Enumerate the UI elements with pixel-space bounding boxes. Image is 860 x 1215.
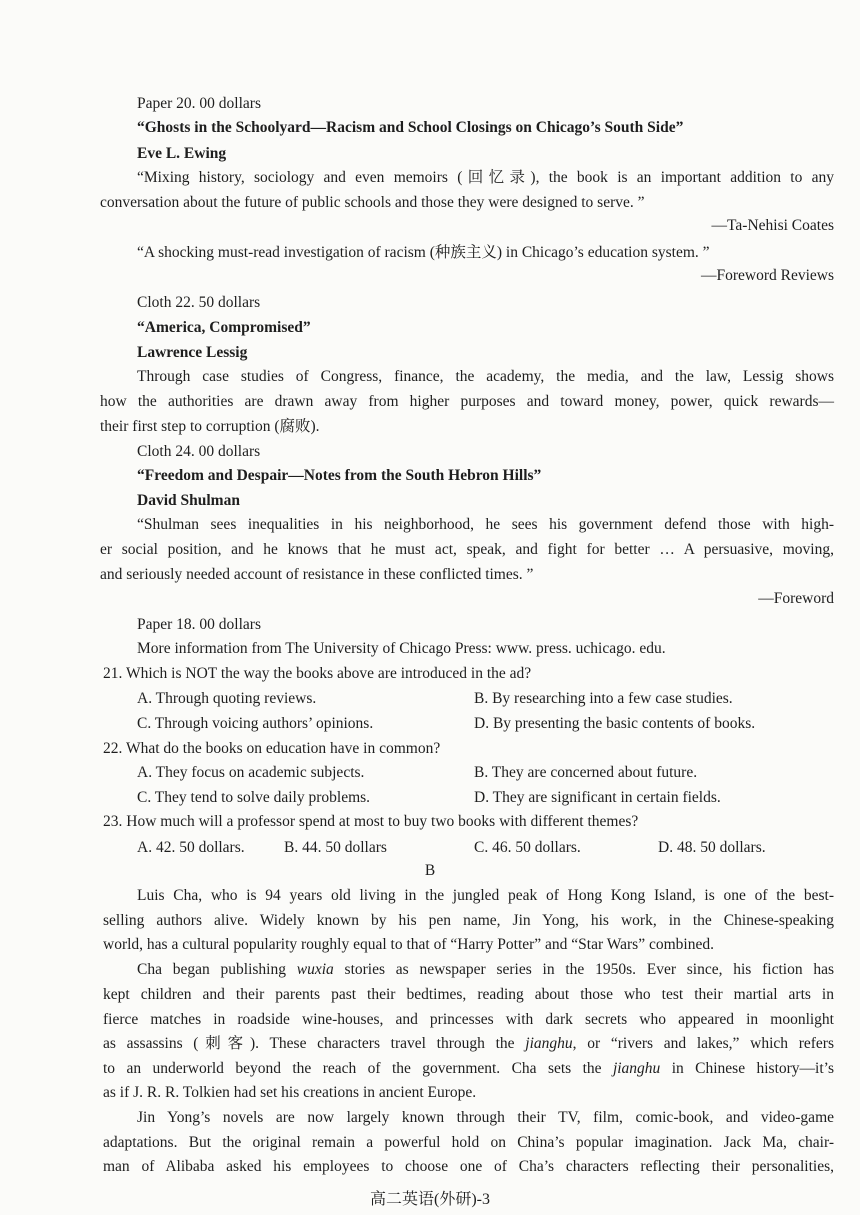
section-heading: B <box>424 862 436 879</box>
option-a: A. Through quoting reviews. <box>137 690 317 707</box>
passage-line: to an underworld beyond the reach of the government. Cha sets the jianghu in Chinese history—it’s <box>103 1060 835 1077</box>
passage-line: as assassins (刺客). These characters travel through the jianghu, or “rivers and lakes,” which refers <box>103 1035 834 1052</box>
review-quote-line: “Mixing history, sociology and even memoirs (回忆录), the book is an important addition to any <box>137 169 834 186</box>
review-attribution: —Foreword Reviews <box>700 267 834 284</box>
review-quote-line: er social position, and he knows that he must act, speak, and fight for better … A persuasive, moving, <box>100 541 834 558</box>
question-stem: 23. How much will a professor spend at most to buy two books with different themes? <box>103 813 639 830</box>
option-a: A. They focus on academic subjects. <box>137 764 365 781</box>
option-d: D. They are significant in certain fields. <box>474 789 721 806</box>
book-title: “Ghosts in the Schoolyard—Racism and School Closings on Chicago’s South Side” <box>137 119 684 136</box>
review-quote-line: “A shocking must-read investigation of racism (种族主义) in Chicago’s education system. ” <box>137 244 710 261</box>
book-price: Paper 18. 00 dollars <box>137 616 261 633</box>
book-price: Cloth 24. 00 dollars <box>137 443 261 460</box>
book-description-line: their first step to corruption (腐败). <box>100 418 320 435</box>
passage-line: fierce matches in roadside wine-houses, and princesses with dark secrets who appeared in moonlight <box>103 1011 834 1028</box>
book-price: Paper 20. 00 dollars <box>137 95 261 112</box>
book-description-line: Through case studies of Congress, finance, the academy, the media, and the law, Lessig shows <box>137 368 834 385</box>
option-d: D. 48. 50 dollars. <box>658 839 766 856</box>
option-b: B. 44. 50 dollars <box>284 839 387 856</box>
passage-line: Luis Cha, who is 94 years old living in the jungled peak of Hong Kong Island, is one of the best- <box>137 887 834 904</box>
book-title: “America, Compromised” <box>137 319 311 336</box>
page-footer: 高二英语(外研)-3 <box>370 1191 490 1208</box>
book-title: “Freedom and Despair—Notes from the South Hebron Hills” <box>137 467 542 484</box>
passage-line: Jin Yong’s novels are now largely known through their TV, film, comic-book, and video-game <box>137 1109 834 1126</box>
question-stem: 22. What do the books on education have in common? <box>103 740 441 757</box>
review-attribution: —Ta-Nehisi Coates <box>711 217 834 234</box>
passage-line: selling authors alive. Widely known by his pen name, Jin Yong, his work, in the Chinese-speaking <box>103 912 834 929</box>
passage-line: adaptations. But the original remain a powerful hold on China’s popular imagination. Jack Ma, chair- <box>103 1134 834 1151</box>
book-author: Lawrence Lessig <box>137 344 248 361</box>
option-d: D. By presenting the basic contents of books. <box>474 715 756 732</box>
passage-line: as if J. R. R. Tolkien had set his creations in ancient Europe. <box>103 1084 477 1101</box>
review-attribution: —Foreword <box>758 590 834 607</box>
option-b: B. They are concerned about future. <box>474 764 698 781</box>
option-b: B. By researching into a few case studies. <box>474 690 733 707</box>
option-c: C. Through voicing authors’ opinions. <box>137 715 374 732</box>
review-quote-line: and seriously needed account of resistance in these conflicted times. ” <box>100 566 534 583</box>
book-description-line: how the authorities are drawn away from higher purposes and toward money, power, quick rewards— <box>100 393 834 410</box>
passage-line: man of Alibaba asked his employees to choose one of Cha’s characters reflecting their personalities, <box>103 1158 834 1175</box>
option-a: A. 42. 50 dollars. <box>137 839 245 856</box>
book-author: David Shulman <box>137 492 240 509</box>
option-c: C. They tend to solve daily problems. <box>137 789 371 806</box>
book-price: Cloth 22. 50 dollars <box>137 294 261 311</box>
option-c: C. 46. 50 dollars. <box>474 839 581 856</box>
review-quote-line: conversation about the future of public schools and those they were designed to serve. ” <box>100 194 645 211</box>
passage-line: world, has a cultural popularity roughly equal to that of “Harry Potter” and “Star Wars” combined. <box>103 936 714 953</box>
question-stem: 21. Which is NOT the way the books above are introduced in the ad? <box>103 665 532 682</box>
passage-line: kept children and their parents past their bedtimes, reading about those who test their martial arts in <box>103 986 834 1003</box>
book-author: Eve L. Ewing <box>137 145 227 162</box>
passage-line: Cha began publishing wuxia stories as newspaper series in the 1950s. Ever since, his fiction has <box>137 961 834 978</box>
review-quote-line: “Shulman sees inequalities in his neighborhood, he sees his government defend those with high- <box>137 516 834 533</box>
more-info-line: More information from The University of Chicago Press: www. press. uchicago. edu. <box>137 640 666 657</box>
